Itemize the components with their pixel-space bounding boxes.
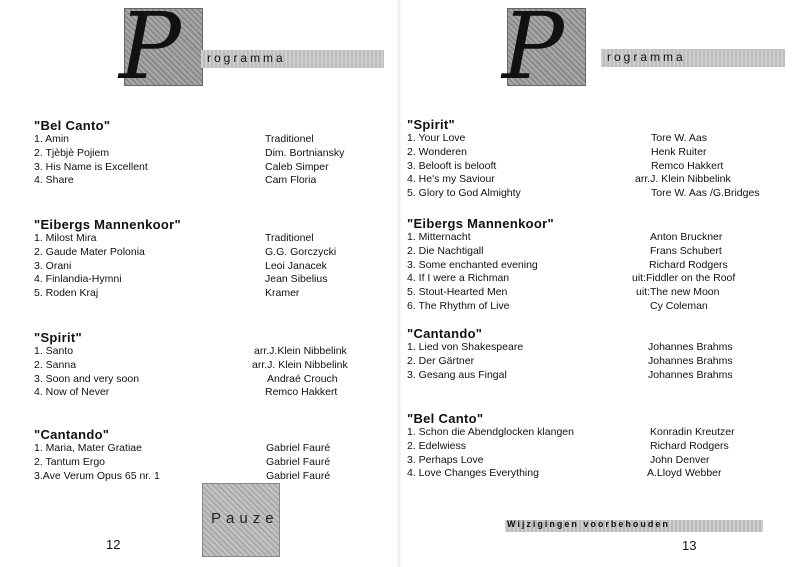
list-item: 2. Die Nachtigall Frans Schubert	[407, 244, 722, 257]
list-item: 2. Der Gärtner Johannes Brahms	[407, 354, 733, 367]
programma-title: rogramma	[607, 50, 686, 64]
list-item: 4. Love Changes Everything A.Lloyd Webber	[407, 467, 722, 480]
list-item: 4. Now of Never Remco Hakkert	[34, 386, 338, 399]
section-title: "Cantando"	[34, 427, 110, 442]
programma-logo-box	[119, 0, 203, 100]
section-eibergs-mannenkoor	[407, 216, 787, 314]
list-item: 5. Glory to God Almighty Tore W. Aas /G.Bridges	[407, 187, 760, 200]
list-item: 1. Maria, Mater Gratiae Gabriel Fauré	[34, 442, 331, 454]
list-item: 3. Belooft is belooft Remco Hakkert	[407, 159, 724, 172]
list-item: 5. Roden Kraj Kramer	[34, 287, 300, 300]
list-item: 4. He's my Saviour arr.J. Klein Nibbelink	[407, 173, 731, 186]
list-item: 3. Orani Leoi Janacek	[34, 259, 327, 272]
programma-logo-box	[502, 0, 586, 100]
page-number: 13	[682, 538, 697, 553]
list-item: 3. His Name is Excellent Caleb Simper	[34, 160, 329, 173]
section-spirit	[407, 117, 787, 201]
footer-note-bar	[505, 520, 763, 532]
list-item: 3. Soon and very soon Andraé Crouch	[34, 372, 338, 385]
list-item: 2. Edelwiess Richard Rodgers	[407, 439, 729, 452]
programma-title-bar	[201, 50, 384, 68]
right-page	[399, 0, 799, 567]
list-item: 5. Stout-Hearted Men uit:The new Moon	[407, 286, 720, 299]
programma-title-bar	[601, 49, 785, 67]
list-item: 1. Schon die Abendglocken klangen Konradin Kreutzer	[407, 426, 735, 438]
list-item: 2. Gaude Mater Polonia G.G. Gorczycki	[34, 245, 337, 258]
list-item: 3. Some enchanted evening Richard Rodgers	[407, 258, 728, 271]
pauze-label: Pauze	[211, 510, 279, 527]
section-cantando	[407, 326, 787, 382]
section-title: "Spirit"	[407, 117, 455, 132]
footer-note: Wijzigingen voorbehouden	[507, 519, 670, 529]
list-item: 3. Perhaps Love John Denver	[407, 453, 710, 466]
list-item: 1. Mitternacht Anton Bruckner	[407, 231, 723, 243]
section-title: "Eibergs Mannenkoor"	[407, 216, 554, 231]
list-item: 2. Wonderen Henk Ruiter	[407, 145, 707, 158]
list-item: 2. Sanna arr.J. Klein Nibbelink	[34, 358, 348, 371]
list-item: 1. Milost Mira Traditionel	[34, 232, 314, 244]
section-bel-canto	[34, 118, 374, 188]
list-item: 1. Santo arr.J.Klein Nibbelink	[34, 345, 347, 357]
list-item: 2. Tantum Ergo Gabriel Fauré	[34, 455, 331, 468]
page-number: 12	[106, 537, 121, 552]
list-item: 3. Gesang aus Fingal Johannes Brahms	[407, 368, 733, 381]
list-item: 1. Lied von Shakespeare Johannes Brahms	[407, 341, 733, 353]
section-bel-canto	[407, 411, 787, 481]
programma-title: rogramma	[207, 51, 286, 65]
section-title: "Cantando"	[407, 326, 483, 341]
section-title: "Bel Canto"	[34, 118, 111, 133]
programma-initial: P	[502, 0, 564, 100]
list-item: 4. Finlandia-Hymni Jean Sibelius	[34, 273, 328, 286]
programma-initial: P	[119, 0, 181, 100]
list-item: 4. Share Cam Floria	[34, 174, 317, 187]
list-item: 4. If I were a Richman uit:Fiddler on the Roof	[407, 272, 736, 285]
list-item: 1. Your Love Tore W. Aas	[407, 132, 708, 144]
section-cantando	[34, 427, 374, 483]
list-item: 1. Amin Traditionel	[34, 133, 314, 145]
list-item: 2. Tjèbjè Pojiem Dim. Bortniansky	[34, 146, 345, 159]
section-title: "Spirit"	[34, 330, 82, 345]
section-eibergs-mannenkoor	[34, 217, 374, 301]
pauze-box	[202, 483, 280, 557]
section-title: "Bel Canto"	[407, 411, 484, 426]
list-item: 6. The Rhythm of Live Cy Coleman	[407, 299, 708, 312]
section-title: "Eibergs Mannenkoor"	[34, 217, 181, 232]
section-spirit	[34, 330, 374, 400]
list-item: 3.Ave Verum Opus 65 nr. 1 Gabriel Fauré	[34, 469, 331, 482]
left-page	[0, 0, 399, 567]
